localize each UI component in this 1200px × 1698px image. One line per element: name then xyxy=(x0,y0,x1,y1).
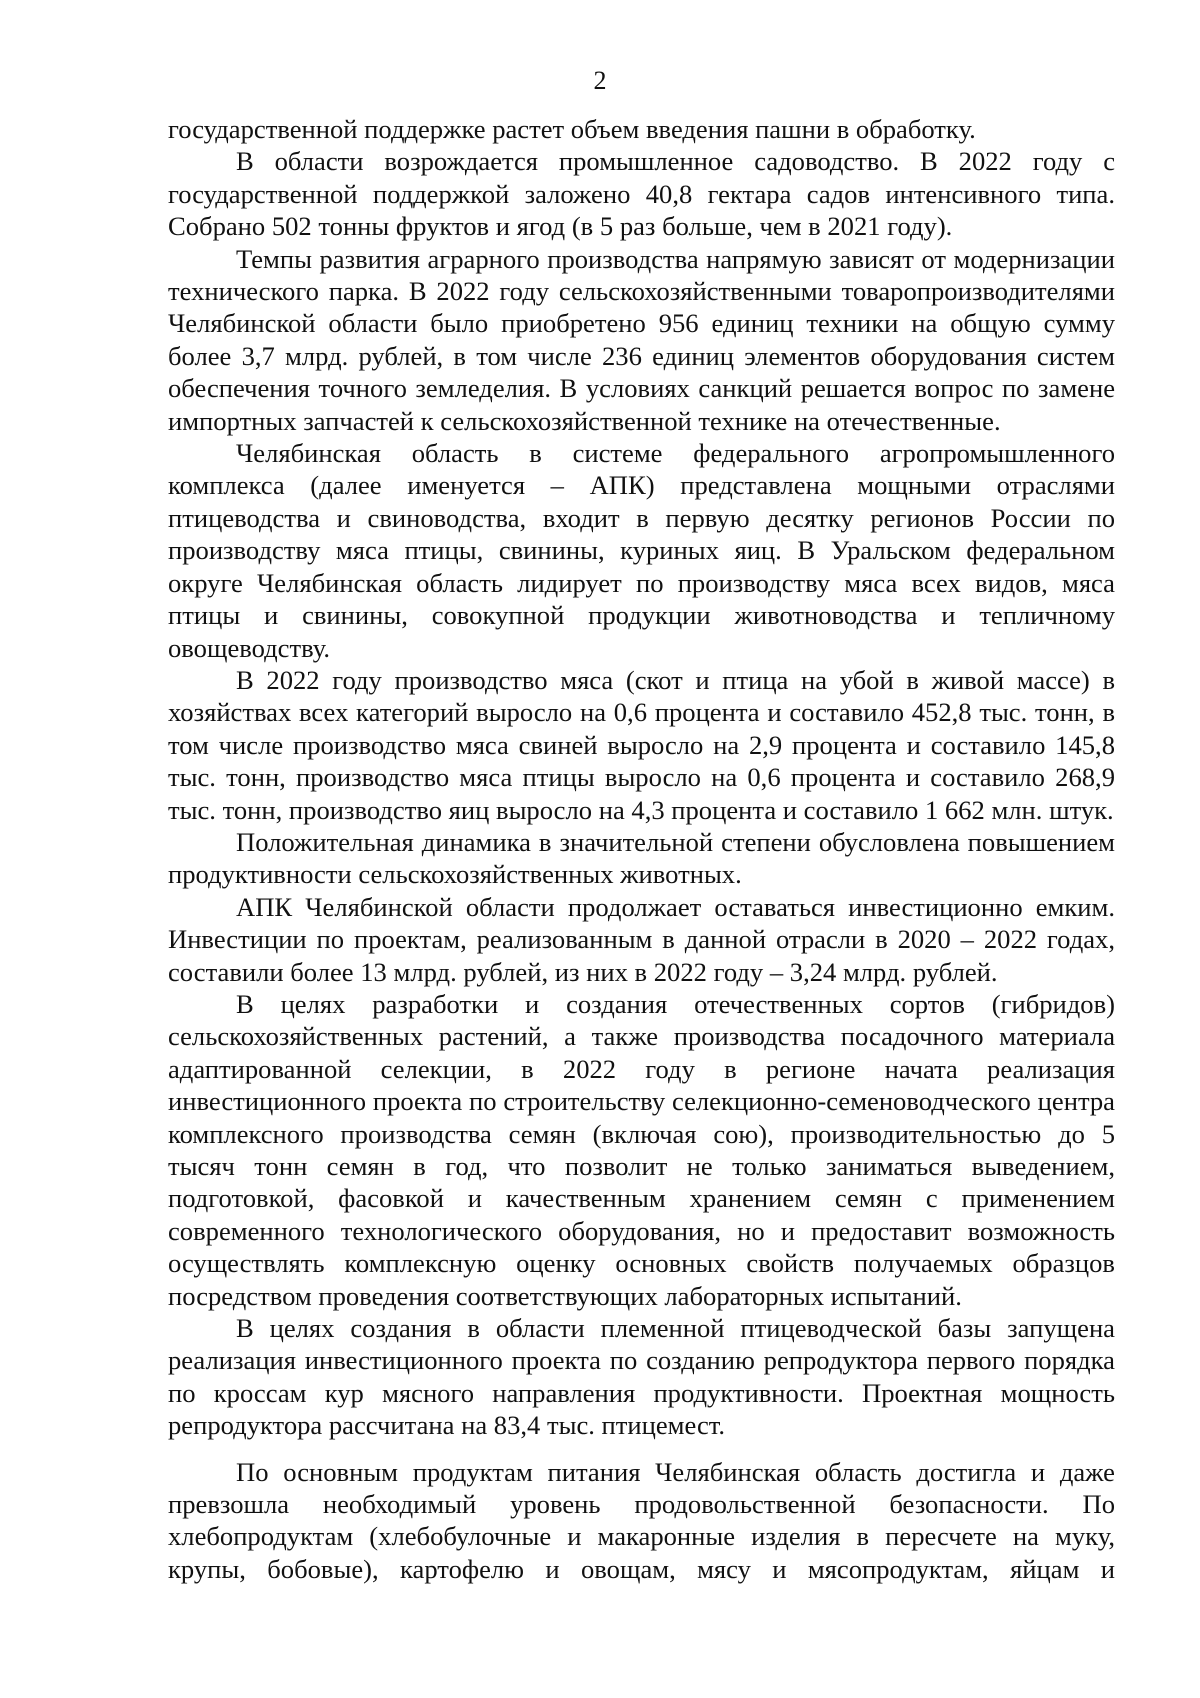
paragraph-continuation: государственной поддержке растет объем введения пашни в обработку. xyxy=(168,114,976,144)
paragraph-investments: АПК Челябинской области продолжает оставаться инвестиционно емким. Инвестиции по проектам, реализованным в данной отрасли в 2020 – 2022 годах, составили более 13 млрд. рублей, из них в 2022 году – 3,24 млрд. рублей. xyxy=(168,891,1115,987)
paragraph-poultry-base: В целях создания в области племенной птицеводческой базы запущена реализация инвестиционного проекта по созданию репродуктора первого порядка по кроссам кур мясного направления продуктивности. Проектная мощность репродуктора рассчитана на 83,4 тыс. птицемест. xyxy=(168,1313,1115,1441)
paragraph-machinery: Темпы развития аграрного производства напрямую зависят от модернизации технического парка. В 2022 году сельскохозяйственными товаропроизводителями Челябинской области было приобретено 956 единиц техники на общую сумму более 3,7 млрд. рублей, в том числе 236 единиц элементов оборудования систем обеспечения точного земледелия. В условиях санкций решается вопрос по замене импортных запчастей к сельскохозяйственной технике на отечественные. xyxy=(168,243,1115,436)
document-body xyxy=(168,113,1115,1585)
paragraph-positive-dynamics: Положительная динамика в значительной степени обусловлена повышением продуктивности сельскохозяйственных животных. xyxy=(168,826,1115,890)
paragraph-agro-industrial-complex: Челябинская область в системе федерального агропромышленного комплекса (далее именуется – АПК) представлена мощными отраслями птицеводства и свиноводства, входит в первую десятку регионов России по производству мяса птицы, свинины, куриных яиц. В Уральском федеральном округе Челябинская область лидирует по производству мяса всех видов, мяса птицы и свинины, совокупной продукции животноводства и тепличному овощеводству. xyxy=(168,438,1115,663)
paragraph-food-security: По основным продуктам питания Челябинская область достигла и даже превзошла необходимый уровень продовольственной безопасности. По хлебопродуктам (хлебобулочные и макаронные изделия в пересчете на муку, крупы, бобовые), картофелю и овощам, мясу и мясопродуктам, яйцам и xyxy=(168,1456,1115,1584)
paragraph-horticulture: В области возрождается промышленное садоводство. В 2022 году с государственной поддержкой заложено 40,8 гектара садов интенсивного типа. Собрано 502 тонны фруктов и ягод (в 5 раз больше, чем в 2021 году). xyxy=(168,146,1115,242)
paragraph-meat-production: В 2022 году производство мяса (скот и птица на убой в живой массе) в хозяйствах всех категорий выросло на 0,6 процента и составило 452,8 тыс. тонн, в том числе производство мяса свиней выросло на 2,9 процента и составило 145,8 тыс. тонн, производство мяса птицы выросло на 0,6 процента и составило 268,9 тыс. тонн, производство яиц выросло на 4,3 процента и составило 1 662 млн. штук. xyxy=(168,664,1115,825)
page-number: 2 xyxy=(593,66,607,95)
paragraph-seed-center: В целях разработки и создания отечественных сортов (гибридов) сельскохозяйственных растений, а также производства посадочного материала адаптированной селекции, в 2022 году в регионе начата реализация инвестиционного проекта по строительству селекционно-семеноводческого центра комплексного производства семян (включая сою), производительностью до 5 тысяч тонн семян в год, что позволит не только заниматься выведением, подготовкой, фасовкой и качественным хранением семян с применением современного технологического оборудования, но и предоставит возможность осуществлять комплексную оценку основных свойств получаемых образцов посредством проведения соответствующих лабораторных испытаний. xyxy=(168,988,1115,1311)
